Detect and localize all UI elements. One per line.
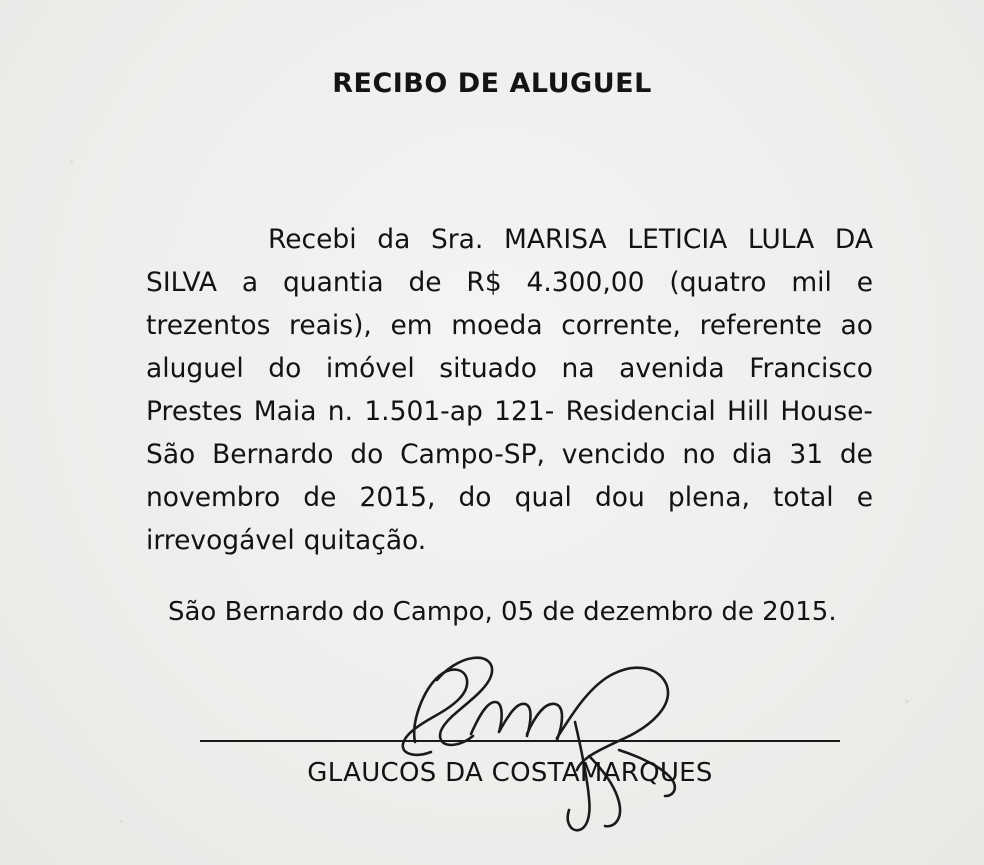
- receipt-body: [146, 218, 873, 562]
- scan-speckle: [70, 160, 73, 163]
- place-and-date: São Bernardo do Campo, 05 de dezembro de 2015.: [168, 597, 837, 627]
- page-title: RECIBO DE ALUGUEL: [332, 68, 652, 99]
- scan-speckle: [120, 820, 123, 823]
- signature-area: [180, 630, 840, 860]
- receipt-body-text: Recebi da Sra. MARISA LETICIA LULA DA SILVA a quantia de R$ 4.300,00 (quatro mil e trezentos reais), em moeda corrente, referente ao aluguel do imóvel situado na avenida Francisco Prestes Maia n. 1.501-ap 121- Residencial Hill House- São Bernardo do Campo-SP, vencido no dia 31 de novembro de 2015, do qual dou plena, total e irrevogável quitação.: [146, 224, 873, 556]
- scan-speckle: [905, 700, 909, 703]
- signature-line: [200, 740, 840, 742]
- signer-name: GLAUCOS DA COSTAMARQUES: [307, 758, 713, 788]
- handwritten-signature-icon: [375, 630, 755, 845]
